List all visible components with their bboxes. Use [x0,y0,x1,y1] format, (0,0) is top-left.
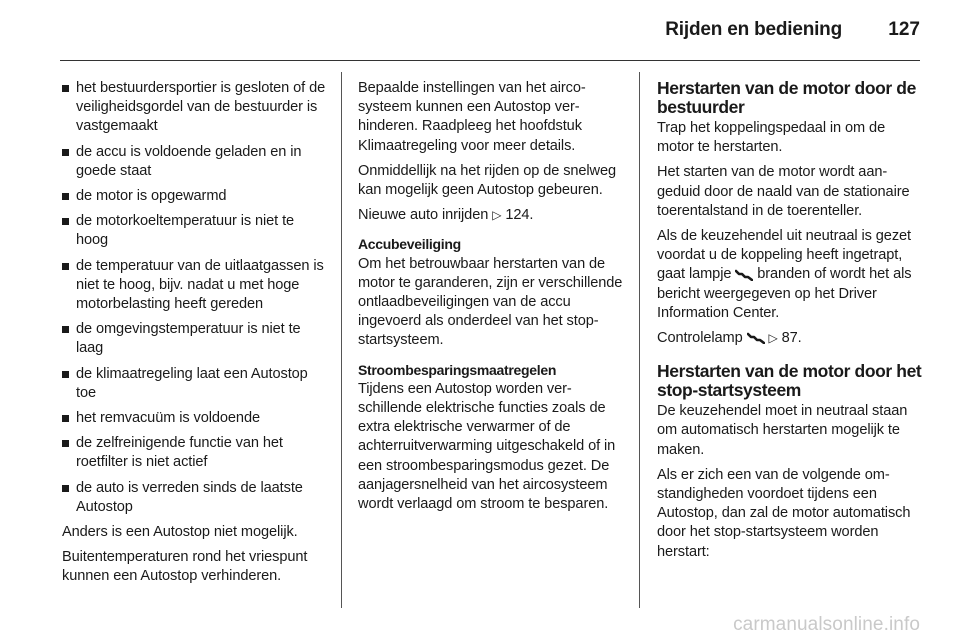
bullet-square-icon [62,218,69,225]
paragraph-with-reference: Nieuwe auto inrijden ▷ 124. [358,207,534,224]
column-left [62,79,326,593]
list-item: de klimaatregeling laat een Autostop toe [62,365,326,403]
paragraph: Tijdens een Autostop worden verschillende elektrische functies zoals de extra elektrische verwarmer of de achterruitverwarming uitgeschakeld of in een stroombesparingsmodus gezet. De aanjagersnelheid van het aircosysteem wordt verlaagd om stroom te besparen. [358,380,616,513]
bullet-square-icon [62,263,69,270]
section-heading: Herstarten van de motor door het stop-startsysteem [657,361,922,401]
column-right [657,79,923,568]
page-number: 127 [888,19,920,40]
list-item: het bestuurdersportier is gesloten of de veiligheidsgordel van de bestuurder is vastgemaakt [62,79,326,137]
paragraph: Anders is een Autostop niet mogelijk. [62,524,298,541]
paragraph: Onmiddellijk na het rijden op de snelweg kan mogelijk geen Autostop gebeuren. [358,162,617,199]
watermark: carmanualsonline.info [733,614,920,635]
list-item: de temperatuur van de uitlaatgassen is niet te hoog, bijv. nadat u met hoge motorbelasting heeft gereden [62,257,326,315]
list-item: de omgevingstemperatuur is niet te laag [62,320,326,358]
column-divider [639,72,640,608]
header-divider [60,60,920,61]
column-middle [358,79,624,520]
list-item: het remvacuüm is voldoende [62,409,326,428]
paragraph: Als er zich een van de volgende omstandigheden voordoet tijdens een Autostop, dan zal de motor automatisch door het stop-startsysteem worden herstart: [657,466,911,560]
column-divider [341,72,342,608]
paragraph: Trap het koppelingspedaal in om de motor te herstarten. [657,120,886,156]
list-item: de zelfreinigende functie van het roetfilter is niet actief [62,434,326,472]
bullet-square-icon [62,149,69,156]
list-item: de auto is verreden sinds de laatste Autostop [62,479,326,517]
bullet-square-icon [62,415,69,422]
page-reference-link[interactable]: 124. [505,207,534,224]
paragraph: Het starten van de motor wordt aangeduid door de naald van de stationaire toerentalstand in de toerenteller. [657,164,910,219]
paragraph: Buitentemperaturen rond het vriespunt kunnen een Autostop verhinderen. [62,549,308,585]
paragraph: Bepaalde instellingen van het aircosysteem kunnen een Autostop verhinderen. Raadpleeg het hoofdstuk Klimaatregeling voor meer details. [358,80,586,154]
section-heading: Accubeveiliging [358,236,461,253]
autostop-lamp-icon [747,332,765,344]
bullet-square-icon [62,85,69,92]
paragraph-with-lamp: Als de keuzehendel uit neutraal is gezet voordat u de koppeling heeft ingetrapt, gaat lampje branden of wordt het als bericht weergegeven op het Driver Information Center. [657,228,912,321]
bullet-square-icon [62,440,69,447]
section-heading: Herstarten van de motor door de bestuurder [657,78,916,117]
page-reference-link[interactable]: 87. [781,330,802,347]
section-title: Rijden en bediening [665,19,842,40]
paragraph-with-reference: Controlelamp ▷ 87. [657,330,802,347]
triangle-arrow-icon: ▷ [492,208,502,223]
condition-list [62,79,326,517]
list-item: de accu is voldoende geladen en in goede staat [62,143,326,181]
paragraph: De keuzehendel moet in neutraal staan om automatisch herstarten mogelijk te maken. [657,403,908,458]
bullet-square-icon [62,371,69,378]
list-item: de motorkoeltemperatuur is niet te hoog [62,212,326,250]
page-header [0,0,960,62]
bullet-square-icon [62,193,69,200]
autostop-lamp-icon [735,269,753,281]
triangle-arrow-icon: ▷ [768,331,778,346]
section-heading: Stroombesparingsmaatregelen [358,361,557,378]
bullet-square-icon [62,326,69,333]
list-item: de motor is opgewarmd [62,187,326,206]
paragraph: Om het betrouwbaar herstarten van de motor te garanderen, zijn er verschillende ontlaadbeveiligingen van de accu ingevoerd als onderdeel van het stop-startsysteem. [358,255,623,349]
bullet-square-icon [62,485,69,492]
